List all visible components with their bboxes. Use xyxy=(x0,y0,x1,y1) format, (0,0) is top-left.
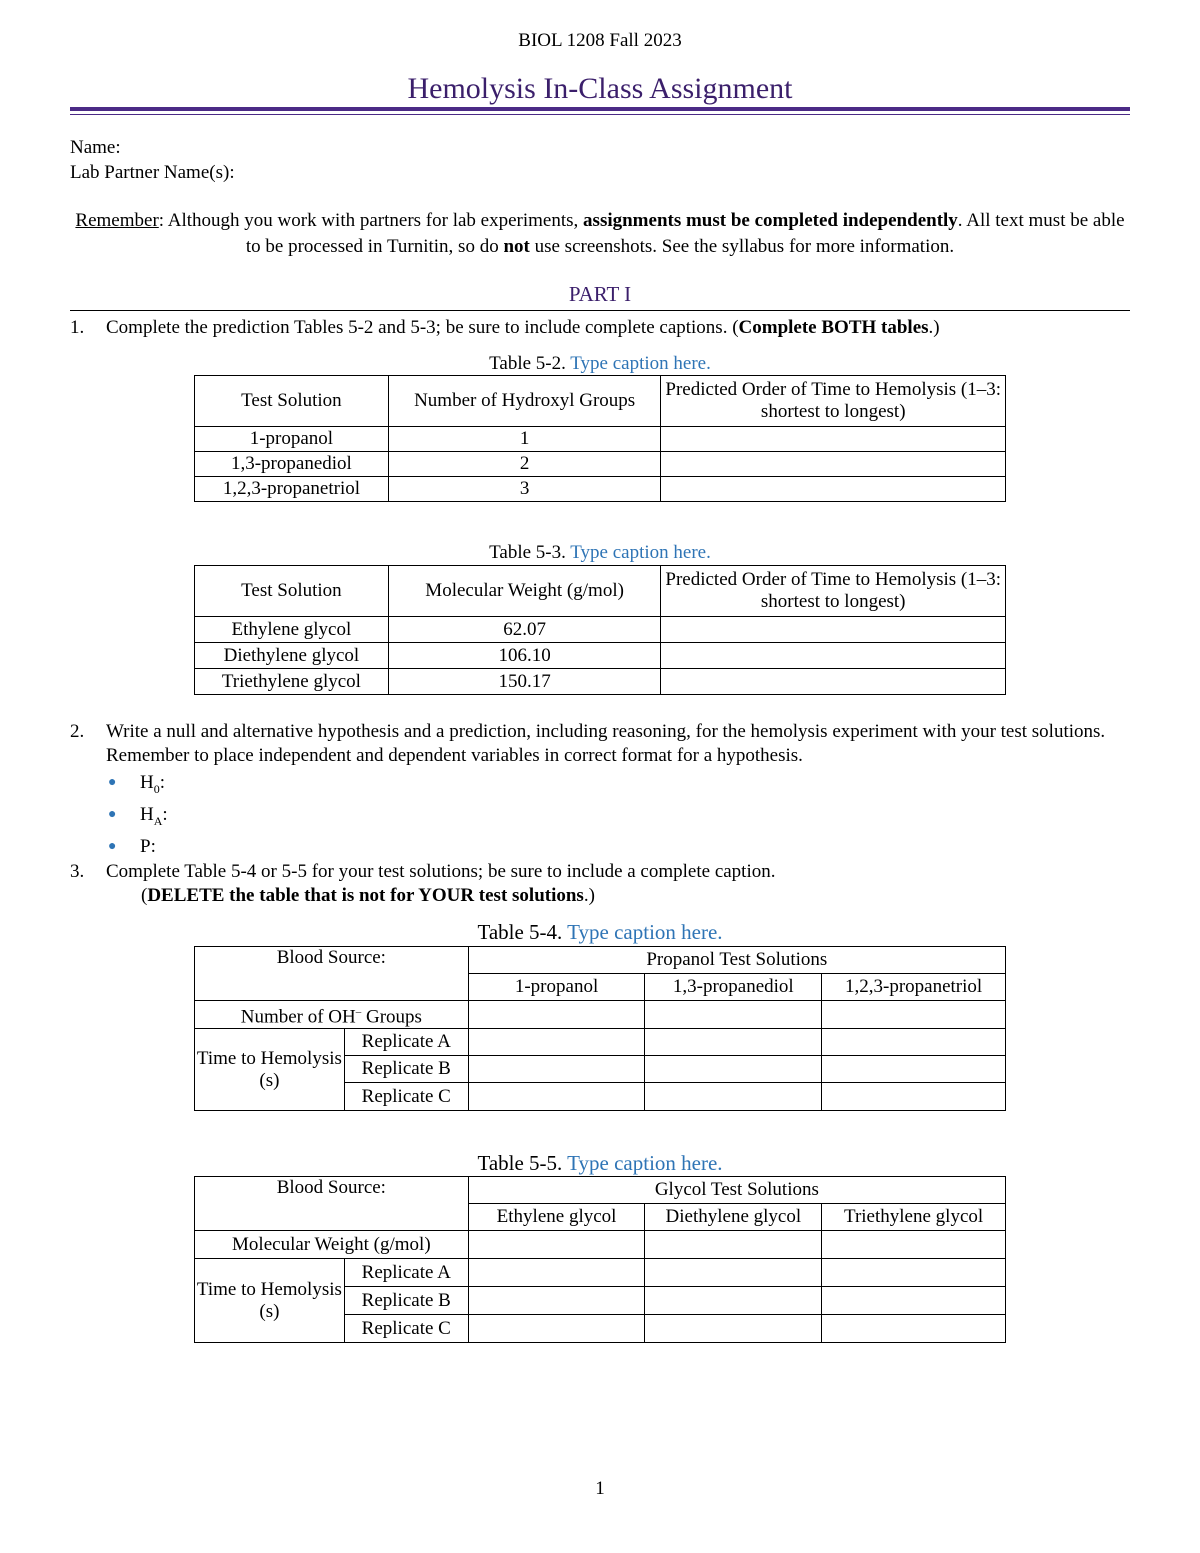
table-row xyxy=(195,643,1006,669)
question-1 xyxy=(70,316,1130,340)
table-5-3-caption-prefix: Table 5-3. xyxy=(489,542,571,563)
table-cell: Diethylene glycol xyxy=(195,643,389,669)
table-input-cell[interactable] xyxy=(822,1259,1006,1287)
table-row xyxy=(195,452,1006,477)
column-header: 1-propanol xyxy=(468,974,645,1001)
table-cell: Triethylene glycol xyxy=(195,669,389,695)
table-row xyxy=(195,617,1006,643)
part-title: PART I xyxy=(568,282,632,306)
table-cell: 1,3-propanediol xyxy=(195,452,389,477)
table-row xyxy=(195,1029,1006,1056)
table-5-3-header-cell: Predicted Order of Time to Hemolysis (1–3: shortest to longest) xyxy=(661,566,1006,617)
remember-bold-2: not xyxy=(503,236,530,257)
table-input-cell[interactable] xyxy=(822,1056,1006,1083)
replicate-label: Replicate C xyxy=(344,1083,468,1111)
remember-note xyxy=(70,208,1130,260)
name-label: Name: xyxy=(70,137,121,158)
table-5-4 xyxy=(194,946,1006,1111)
table-input-cell[interactable] xyxy=(468,1056,645,1083)
table-5-5-caption xyxy=(0,1151,1200,1176)
table-input-cell[interactable] xyxy=(645,1001,822,1029)
table-input-cell[interactable] xyxy=(468,1083,645,1111)
ha-label: H xyxy=(140,803,154,825)
table-input-cell[interactable] xyxy=(822,1231,1006,1259)
title-rule-thin xyxy=(70,114,1130,115)
table-5-4-caption-prefix: Table 5-4. xyxy=(477,920,568,944)
question-1-end: .) xyxy=(928,317,940,338)
table-5-3-caption-placeholder[interactable]: Type caption here. xyxy=(570,542,711,563)
table-cell: 1,2,3-propanetriol xyxy=(195,477,389,502)
question-2-text: Write a null and alternative hypothesis and a prediction, including reasoning, for the hemolysis experiment with your test solutions. Remember to place independent and dependent variables in correct format for a hypothesis. xyxy=(106,721,1106,766)
list-item[interactable] xyxy=(108,834,168,859)
group-header: Propanol Test Solutions xyxy=(468,947,1005,974)
table-input-cell[interactable] xyxy=(822,1001,1006,1029)
question-3-open-paren: ( xyxy=(141,885,148,906)
blood-source-cell[interactable]: Blood Source: xyxy=(195,1177,469,1231)
oh-groups-text: Number of OH xyxy=(240,1006,356,1028)
table-5-2-caption-placeholder[interactable]: Type caption here. xyxy=(570,353,711,374)
table-input-cell[interactable] xyxy=(645,1259,822,1287)
table-input-cell[interactable] xyxy=(645,1287,822,1315)
h0-label: H xyxy=(140,772,154,793)
table-cell: 3 xyxy=(388,477,661,502)
hypothesis-list xyxy=(108,770,168,859)
title-rule-thick xyxy=(70,107,1130,111)
bullet-icon: ● xyxy=(108,806,117,822)
table-input-cell[interactable] xyxy=(661,643,1006,669)
question-3 xyxy=(70,860,1130,884)
table-row xyxy=(195,427,1006,452)
table-row xyxy=(195,1001,1006,1029)
replicate-label: Replicate B xyxy=(344,1056,468,1083)
table-row xyxy=(195,1259,1006,1287)
column-header: Ethylene glycol xyxy=(468,1204,645,1231)
remember-label: Remember xyxy=(75,210,159,231)
list-item[interactable] xyxy=(108,770,168,802)
oh-groups-text-end: Groups xyxy=(361,1006,422,1028)
question-2-number: 2. xyxy=(70,721,85,742)
table-cell: 1-propanol xyxy=(195,427,389,452)
h0-subscript: 0 xyxy=(153,781,160,796)
column-header: 1,3-propanediol xyxy=(645,974,822,1001)
table-input-cell[interactable] xyxy=(661,669,1006,695)
bullet-icon: ● xyxy=(108,775,117,790)
table-input-cell[interactable] xyxy=(822,1315,1006,1343)
table-input-cell[interactable] xyxy=(645,1315,822,1343)
table-input-cell[interactable] xyxy=(822,1287,1006,1315)
course-header: BIOL 1208 Fall 2023 xyxy=(518,30,682,51)
table-input-cell[interactable] xyxy=(645,1029,822,1056)
question-2 xyxy=(70,720,1130,768)
table-5-2-header-cell: Predicted Order of Time to Hemolysis (1–3: shortest to longest) xyxy=(661,376,1006,427)
table-input-cell[interactable] xyxy=(822,1029,1006,1056)
table-input-cell[interactable] xyxy=(645,1083,822,1111)
question-3-instruction xyxy=(141,885,595,907)
group-header: Glycol Test Solutions xyxy=(468,1177,1005,1204)
table-cell: 2 xyxy=(388,452,661,477)
question-1-text: Complete the prediction Tables 5-2 and 5-3; be sure to include complete captions. ( xyxy=(106,317,739,338)
question-1-number: 1. xyxy=(70,317,85,338)
table-row xyxy=(195,669,1006,695)
table-input-cell[interactable] xyxy=(661,617,1006,643)
table-5-3-header-cell: Molecular Weight (g/mol) xyxy=(388,566,661,617)
table-5-3-caption xyxy=(0,542,1200,564)
replicate-label: Replicate C xyxy=(344,1315,468,1343)
table-input-cell[interactable] xyxy=(468,1001,645,1029)
table-input-cell[interactable] xyxy=(468,1287,645,1315)
table-5-2 xyxy=(194,375,1006,502)
question-3-end: .) xyxy=(583,885,595,906)
table-5-2-caption-prefix: Table 5-2. xyxy=(489,353,571,374)
remember-text-2: . All text must be able to be processed in Turnitin, so do xyxy=(245,210,1125,257)
time-to-hemolysis-label: Time to Hemolysis (s) xyxy=(195,1259,345,1343)
table-input-cell[interactable] xyxy=(468,1231,645,1259)
column-header: Triethylene glycol xyxy=(822,1204,1006,1231)
remember-text-1: : Although you work with partners for lab experiments, xyxy=(158,210,584,231)
question-1-bold: Complete BOTH tables xyxy=(738,317,929,338)
table-5-2-header-cell: Test Solution xyxy=(195,376,389,427)
table-5-5 xyxy=(194,1176,1006,1343)
table-input-cell[interactable] xyxy=(645,1056,822,1083)
remember-bold-1: assignments must be completed independently xyxy=(583,210,958,231)
table-input-cell[interactable] xyxy=(822,1083,1006,1111)
molecular-weight-label: Molecular Weight (g/mol) xyxy=(195,1231,469,1259)
table-cell: 62.07 xyxy=(388,617,661,643)
table-input-cell[interactable] xyxy=(661,452,1006,477)
remember-text-3: use screenshots. See the syllabus for more information. xyxy=(529,236,955,257)
table-input-cell[interactable] xyxy=(661,427,1006,452)
p-label: P: xyxy=(140,835,156,857)
table-5-3 xyxy=(194,565,1006,695)
ha-subscript: A xyxy=(153,813,163,828)
column-header: Diethylene glycol xyxy=(645,1204,822,1231)
table-input-cell[interactable] xyxy=(468,1315,645,1343)
oh-groups-superscript: – xyxy=(355,1006,362,1018)
oh-groups-label xyxy=(195,1001,469,1029)
page-number: 1 xyxy=(595,1478,605,1499)
table-cell: Ethylene glycol xyxy=(195,617,389,643)
table-input-cell[interactable] xyxy=(468,1029,645,1056)
table-5-3-header-cell: Test Solution xyxy=(195,566,389,617)
replicate-label: Replicate A xyxy=(344,1029,468,1056)
replicate-label: Replicate B xyxy=(344,1287,468,1315)
ha-colon: : xyxy=(162,803,168,825)
table-5-5-caption-prefix: Table 5-5. xyxy=(477,1151,568,1175)
table-cell: 1 xyxy=(388,427,661,452)
replicate-label: Replicate A xyxy=(344,1259,468,1287)
table-row xyxy=(195,477,1006,502)
table-input-cell[interactable] xyxy=(661,477,1006,502)
bullet-icon: ● xyxy=(108,838,117,854)
partner-label: Lab Partner Name(s): xyxy=(70,162,235,183)
question-3-text: Complete Table 5-4 or 5-5 for your test solutions; be sure to include a complete caption. xyxy=(106,861,776,882)
column-header: 1,2,3-propanetriol xyxy=(822,974,1006,1001)
table-row xyxy=(195,1231,1006,1259)
question-3-bold: DELETE the table that is not for YOUR test solutions xyxy=(147,885,584,906)
table-input-cell[interactable] xyxy=(468,1259,645,1287)
table-5-5-caption-placeholder[interactable]: Type caption here. xyxy=(567,1151,723,1175)
table-input-cell[interactable] xyxy=(645,1231,822,1259)
page-title: Hemolysis In-Class Assignment xyxy=(407,72,793,105)
table-5-2-caption xyxy=(0,353,1200,375)
time-to-hemolysis-label: Time to Hemolysis (s) xyxy=(195,1029,345,1111)
blood-source-cell[interactable]: Blood Source: xyxy=(195,947,469,1001)
table-cell: 150.17 xyxy=(388,669,661,695)
question-3-number: 3. xyxy=(70,861,85,882)
table-cell: 106.10 xyxy=(388,643,661,669)
h0-colon: : xyxy=(159,772,166,793)
list-item[interactable] xyxy=(108,802,168,834)
table-5-4-caption xyxy=(0,920,1200,945)
table-5-4-caption-placeholder[interactable]: Type caption here. xyxy=(567,920,723,944)
table-5-2-header-cell: Number of Hydroxyl Groups xyxy=(388,376,661,427)
part-rule xyxy=(70,310,1130,311)
